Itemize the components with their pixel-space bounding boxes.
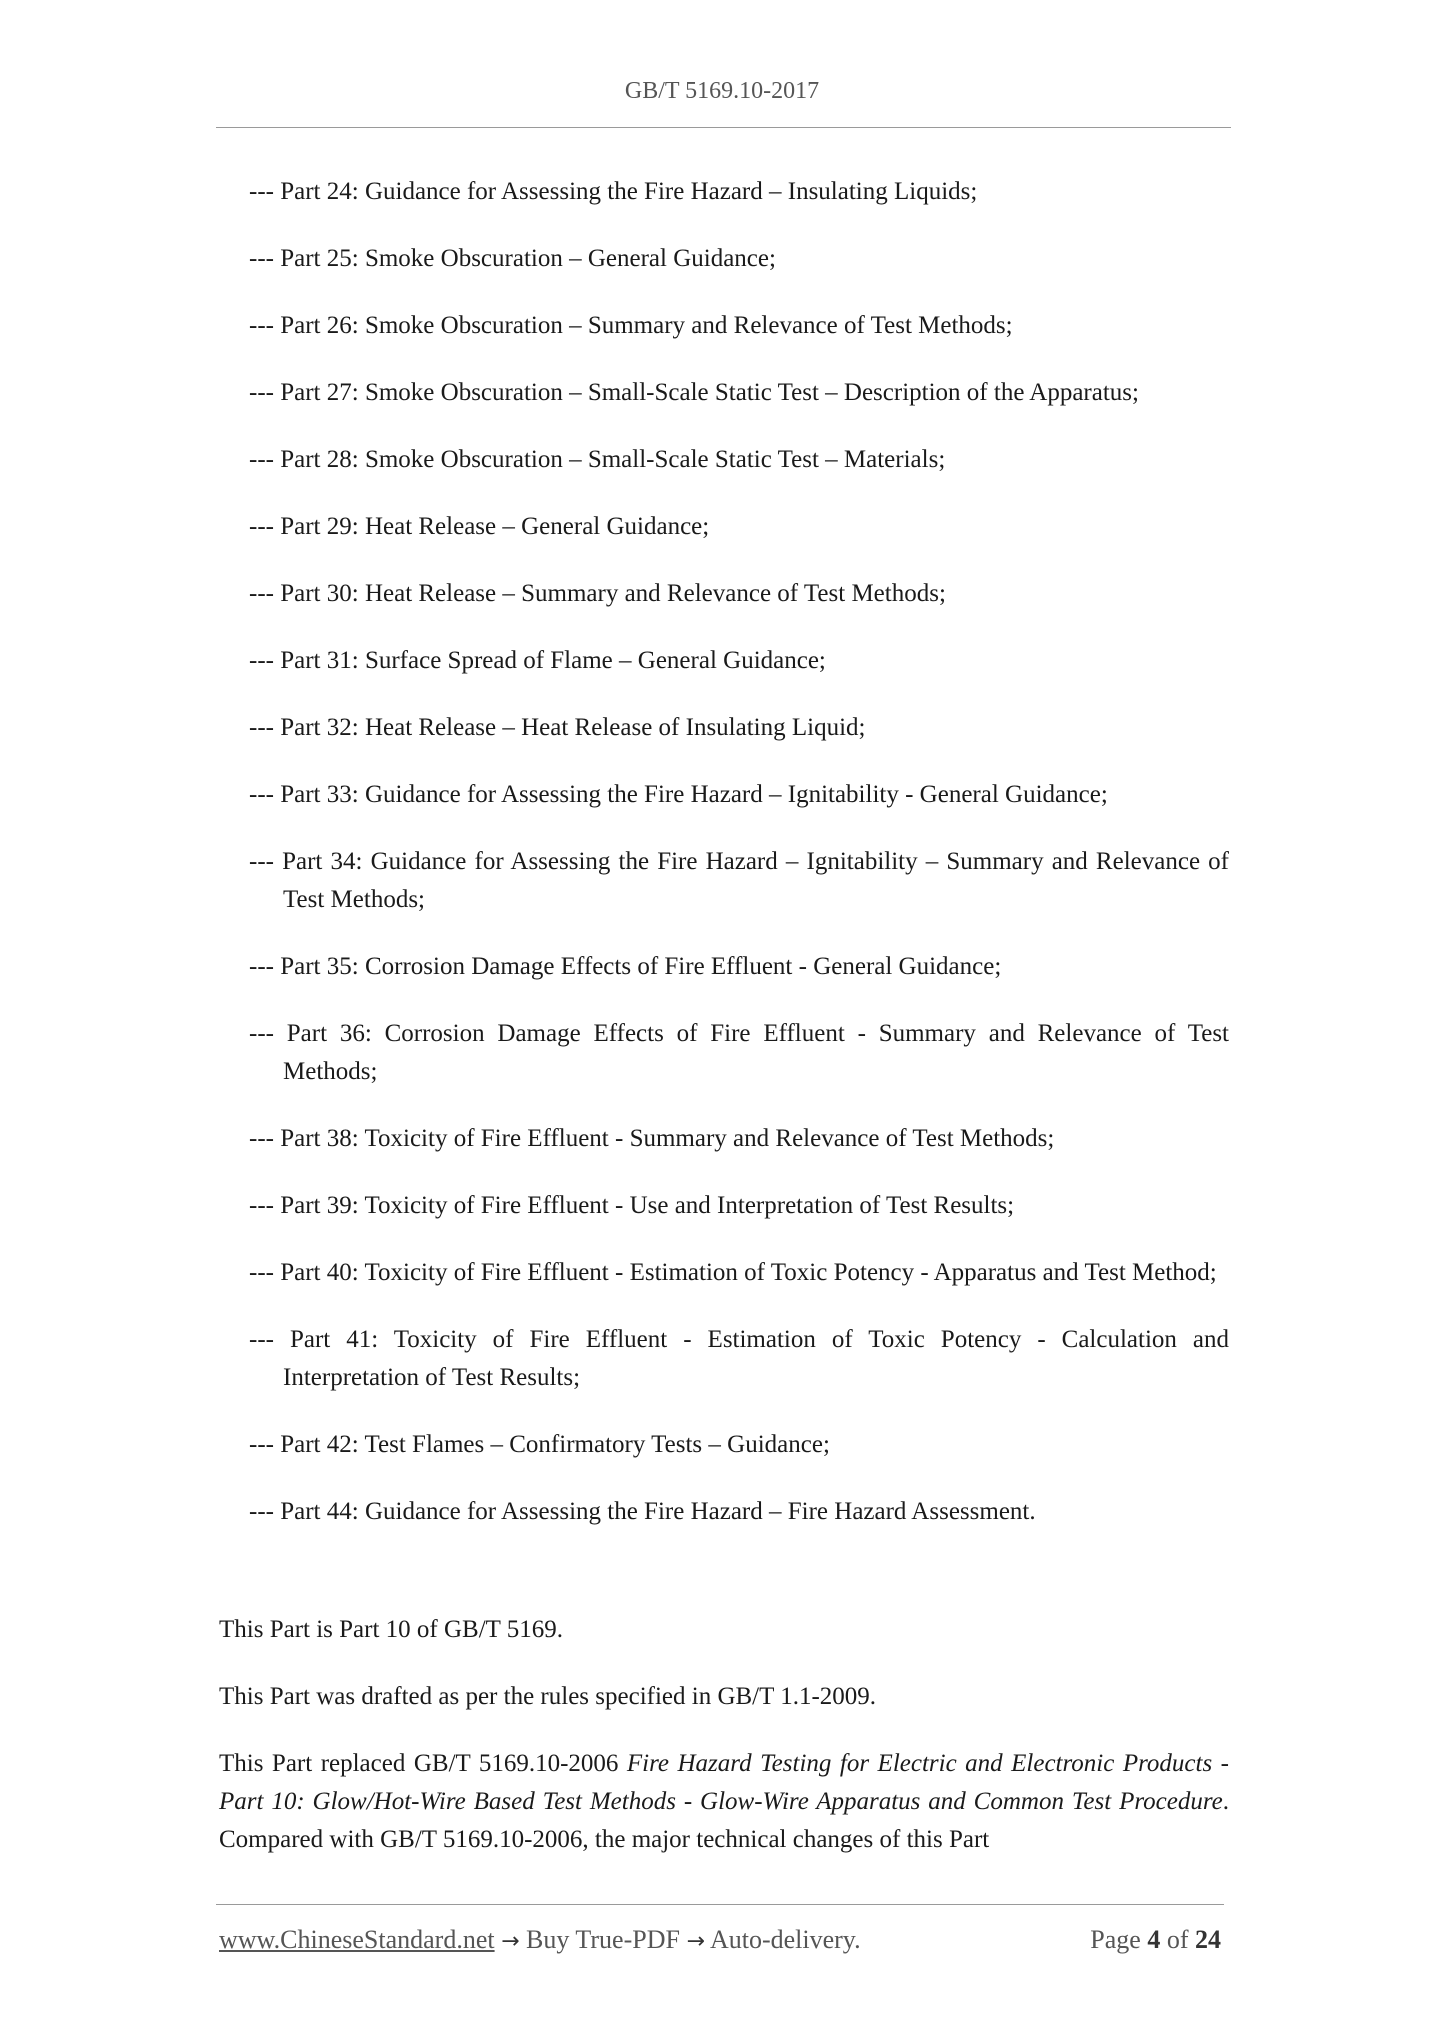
page-label: Page <box>1090 1925 1141 1954</box>
replaced-standard-title: Fire Hazard Testing for Electric and Electronic Products - Part 10: Glow/Hot-Wire Based Test Methods - Glow-Wire Apparatus and Common Test Procedure <box>219 1750 1229 1815</box>
list-item: --- Part 29: Heat Release – General Guidance; <box>249 513 710 540</box>
list-item: --- Part 32: Heat Release – Heat Release of Insulating Liquid; <box>249 714 866 741</box>
list-item: --- Part 44: Guidance for Assessing the Fire Hazard – Fire Hazard Assessment. <box>249 1498 1036 1525</box>
page-footer <box>219 1923 1229 1959</box>
arrow-right-icon: → <box>501 1929 520 1954</box>
list-item: --- Part 28: Smoke Obscuration – Small-Scale Static Test – Materials; <box>249 446 946 473</box>
page-current: 4 <box>1147 1925 1161 1954</box>
website-link[interactable]: www.ChineseStandard.net <box>219 1925 495 1954</box>
list-item: --- Part 34: Guidance for Assessing the Fire Hazard – Ignitability – Summary and Relevance of Test Methods; <box>249 848 1229 913</box>
replacement-text-end: . Compared with GB/T 5169.10-2006, the major technical changes of this Part <box>219 1788 1229 1853</box>
header-divider <box>216 127 1231 128</box>
list-item: --- Part 26: Smoke Obscuration – Summary and Relevance of Test Methods; <box>249 312 1013 339</box>
list-item: --- Part 24: Guidance for Assessing the Fire Hazard – Insulating Liquids; <box>249 178 978 205</box>
list-item: --- Part 31: Surface Spread of Flame – General Guidance; <box>249 647 826 674</box>
footer-divider <box>216 1904 1224 1905</box>
buy-pdf-text: Buy True-PDF <box>526 1925 680 1954</box>
replacement-text-start: This Part replaced GB/T 5169.10-2006 <box>219 1750 627 1777</box>
arrow-right-icon: → <box>686 1929 705 1954</box>
list-item: --- Part 27: Smoke Obscuration – Small-Scale Static Test – Description of the Apparatus; <box>249 379 1139 406</box>
list-item: --- Part 35: Corrosion Damage Effects of Fire Effluent - General Guidance; <box>249 953 1002 980</box>
page-of: of <box>1166 1925 1189 1954</box>
list-item: --- Part 30: Heat Release – Summary and Relevance of Test Methods; <box>249 580 946 607</box>
paragraph-replacement <box>219 1745 1229 1859</box>
parts-list <box>249 173 1229 1560</box>
paragraph-part-number: This Part is Part 10 of GB/T 5169. <box>219 1616 563 1643</box>
list-item: --- Part 40: Toxicity of Fire Effluent - Estimation of Toxic Potency - Apparatus and Test Method; <box>249 1259 1217 1286</box>
page-number <box>1090 1923 1221 1957</box>
paragraph-drafting-rules: This Part was drafted as per the rules specified in GB/T 1.1-2009. <box>219 1683 877 1710</box>
list-item: --- Part 36: Corrosion Damage Effects of Fire Effluent - Summary and Relevance of Test Methods; <box>249 1020 1229 1085</box>
list-item: --- Part 42: Test Flames – Confirmatory Tests – Guidance; <box>249 1431 830 1458</box>
body-paragraphs <box>219 1611 1229 1888</box>
list-item: --- Part 25: Smoke Obscuration – General Guidance; <box>249 245 776 272</box>
auto-delivery-text: Auto-delivery. <box>709 1925 861 1954</box>
list-item: --- Part 38: Toxicity of Fire Effluent - Summary and Relevance of Test Methods; <box>249 1125 1055 1152</box>
page-total: 24 <box>1195 1925 1221 1954</box>
list-item: --- Part 33: Guidance for Assessing the Fire Hazard – Ignitability - General Guidance; <box>249 781 1108 808</box>
running-header: GB/T 5169.10-2017 <box>624 78 820 104</box>
list-item: --- Part 41: Toxicity of Fire Effluent - Estimation of Toxic Potency - Calculation and Interpretation of Test Results; <box>249 1326 1229 1391</box>
list-item: --- Part 39: Toxicity of Fire Effluent - Use and Interpretation of Test Results; <box>249 1192 1015 1219</box>
